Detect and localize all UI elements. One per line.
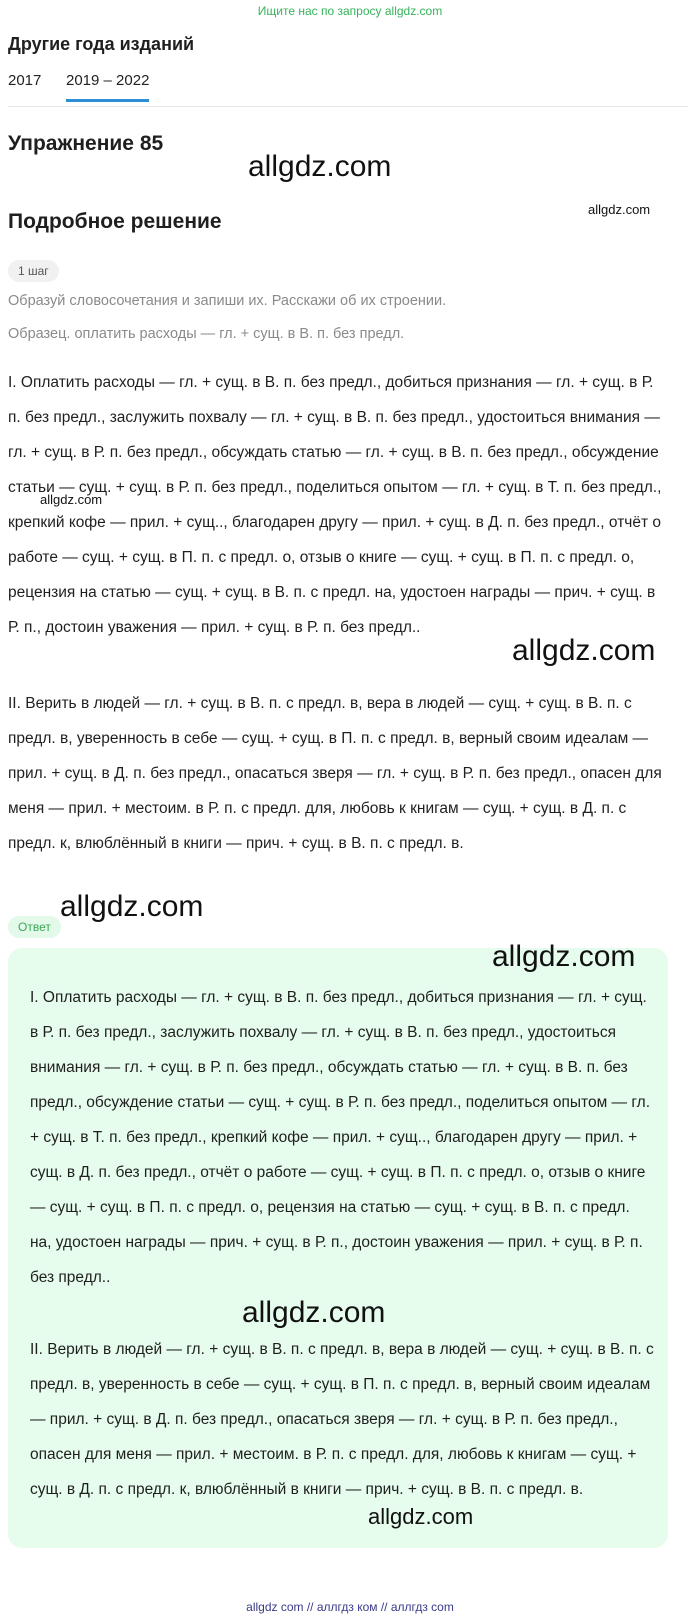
solution-part-1: I. Оплатить расходы — гл. + сущ. в В. п. без предл., добиться признания — гл. + сущ. в Р. п. без предл., заслужить похвалу — гл. + сущ. в В. п. без предл., удостоиться внимания — гл. + сущ. в Р. п. без предл., обсуждать статью — гл. + сущ. в В. п. без предл., обсуждение статьи — сущ. + сущ. в Р. п. без предл., поделиться опытом — гл. + сущ. в Т. п. без предл., крепкий кофе — прил. + сущ.., благодарен другу — прил. + сущ. в Д. п. без предл., отчёт о работе — сущ. + сущ. в П. п. с предл. о, отзыв о книге — сущ. + сущ. в П. п. с предл. о, рецензия на статью — сущ. + сущ. в В. п. с предл. на, удостоен награды — прич. + сущ. в Р. п., достоин уважения — прил. + сущ. в Р. п. без предл.. [8, 374, 662, 636]
answer-part-1: I. Оплатить расходы — гл. + сущ. в В. п. без предл., добиться признания — гл. + сущ. в Р. п. без предл., заслужить похвалу — гл. + сущ. в В. п. без предл., удостоиться внимания — гл. + сущ. в Р. п. без предл., обсуждать статью — гл. + сущ. в В. п. без предл., обсуждение статьи — сущ. + сущ. в Р. п. без предл., поделиться опытом — гл. + сущ. в Т. п. без предл., крепкий кофе — прил. + сущ.., благодарен другу — прил. + сущ. в Д. п. без предл., отчёт о работе — сущ. + сущ. в П. п. с предл. о, отзыв о книге — сущ. + сущ. в П. п. с предл. о, рецензия на статью — сущ. + сущ. в В. п. с предл. на, удостоен награды — прич. + сущ. в Р. п., достоин уважения — прил. + сущ. в Р. п. без предл.. [30, 989, 651, 1286]
solution-part-2: II. Верить в людей — гл. + сущ. в В. п. с предл. в, вера в людей — сущ. + сущ. в В. п. с предл. в, уверенность в себе — сущ. + сущ. в П. п. с предл. в, верный своим идеалам — прил. + сущ. в Д. п. без предл., опасаться зверя — гл. + сущ. в Р. п. без предл., опасен для меня — прил. + местоим. в Р. п. с предл. для, любовь к книгам — сущ. + сущ. в Д. п. с предл. к, влюблённый в книги — прич. + сущ. в В. п. с предл. в. [8, 695, 662, 852]
watermark: allgdz.com [248, 150, 392, 183]
watermark: allgdz.com [492, 940, 636, 973]
answer-part-2: II. Верить в людей — гл. + сущ. в В. п. с предл. в, вера в людей — сущ. + сущ. в В. п. с предл. в, уверенность в себе — сущ. + сущ. в П. п. с предл. в, верный своим идеалам — прил. + сущ. в Д. п. без предл., опасаться зверя — гл. + сущ. в Р. п. без предл., опасен для меня — прил. + местоим. в Р. п. с предл. для, любовь к книгам — сущ. + сущ. в Д. п. с предл. к, влюблённый в книги — прич. + сущ. в В. п. с предл. в. [30, 1341, 654, 1498]
promo-note: Ищите нас по запросу allgdz.com [257, 4, 443, 18]
watermark: allgdz.com [512, 634, 656, 667]
tab-2019-2022[interactable]: 2019 – 2022 [66, 72, 149, 102]
watermark: allgdz.com [368, 1504, 474, 1529]
task-text: Образуй словосочетания и запиши их. Расскажи об их строении. [8, 293, 447, 309]
exercise-title: Упражнение 85 [8, 132, 164, 155]
step-badge: 1 шаг [8, 260, 59, 282]
watermark: allgdz.com [242, 1296, 386, 1329]
year-tabs [8, 66, 688, 107]
sample-text: Образец. оплатить расходы — гл. + сущ. в В. п. без предл. [8, 326, 405, 342]
footer-links: allgdz com // аллгдз ком // аллгдз com [246, 1600, 454, 1614]
watermark: allgdz.com [588, 202, 651, 217]
solution-title: Подробное решение [8, 210, 222, 233]
watermark: allgdz.com [60, 890, 204, 923]
watermark: allgdz.com [40, 492, 103, 507]
answer-badge: Ответ [8, 916, 61, 938]
other-years-heading: Другие года изданий [8, 34, 195, 54]
tab-2017[interactable]: 2017 [8, 72, 42, 89]
